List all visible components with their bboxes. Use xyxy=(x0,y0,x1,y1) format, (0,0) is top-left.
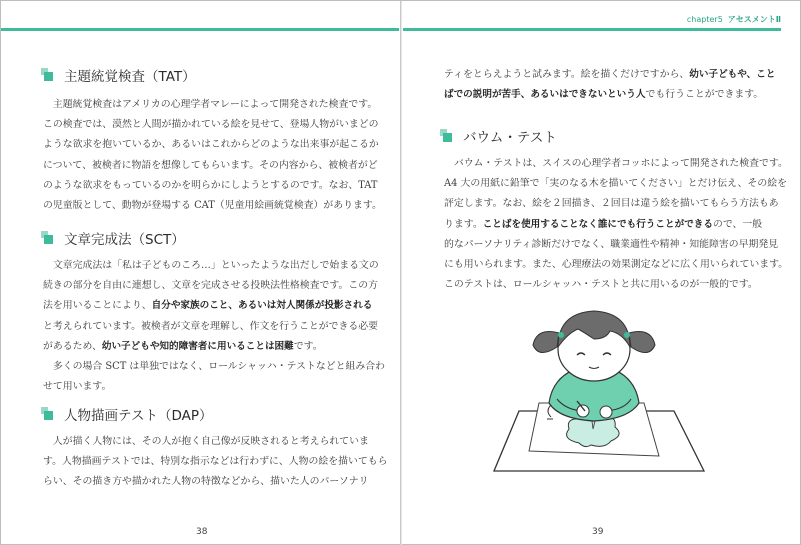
running-head-chapter: chapter5 xyxy=(686,15,723,24)
heading-text: 主題統覚検査（TAT） xyxy=(64,69,196,85)
text-line: 主題統覚検査はアメリカの心理学者マレーによって開発された検査です。 xyxy=(43,99,378,110)
paragraph-dap-continued xyxy=(444,65,775,105)
girl-drawing-tree-illustration xyxy=(469,291,719,481)
text-line: 文章完成法は「私は子どものころ…」といったような出だしで始まる文の xyxy=(43,260,379,271)
emphasis-text: 自分や家族のこと、あるいは対人関係が投影される xyxy=(151,300,373,312)
text-line: バウム・テストは、スイスの心理学者コッホによって開発された検査です。 xyxy=(444,158,788,169)
text-run: ティをとらえようと試みます。絵を描くだけですから、 xyxy=(444,69,690,80)
paragraph-sct xyxy=(43,256,385,397)
text-line: このテストは、ロールシャッハ・テストと共に用いるのが一般的です。 xyxy=(444,279,758,291)
heading-square-icon xyxy=(41,407,58,422)
text-line: 多くの場合 SCT は単独ではなく、ロールシャッハ・テストなどと組み合わ xyxy=(43,360,385,372)
heading-text: バウム・テスト xyxy=(463,130,557,146)
text-run: です。 xyxy=(293,340,323,352)
text-run: があるため、 xyxy=(43,340,102,352)
emphasis-text: ことばを使用することなく誰にでも行うことができる xyxy=(482,218,713,230)
text-line: と考えられています。被検者が文章を理解し、作文を行うことができる必要 xyxy=(43,320,378,332)
text-run: 法を用いることにより、 xyxy=(43,300,152,312)
text-line: 評定します。なお、絵を２回描き、２回目は違う絵を描いてもらう方法もあ xyxy=(444,198,779,210)
text-line: にも用いられます。また、心理療法の効果測定などに広く用いられています。 xyxy=(444,258,789,270)
text-line xyxy=(444,65,775,85)
left-page xyxy=(1,1,400,545)
section-heading-tat xyxy=(41,65,196,85)
emphasis-text: 幼い子どもや知的障害者に用いることは困難 xyxy=(101,340,294,352)
page-number-left: 38 xyxy=(196,527,208,537)
text-line: この検査では、漠然と人間が描かれている絵を見せて、登場人物がいまどの xyxy=(43,119,379,131)
heading-square-icon xyxy=(41,231,58,246)
text-run: でも行うことができます。 xyxy=(645,89,764,101)
section-heading-sct xyxy=(41,228,185,248)
heading-square-icon xyxy=(440,129,457,144)
heading-text: 人物描画テスト（DAP） xyxy=(64,408,213,424)
text-line: す。人物描画テストでは、特別な指示などは行わずに、人物の絵を描いてもら xyxy=(43,456,388,468)
section-heading-baum xyxy=(440,126,557,146)
text-run: ります。 xyxy=(444,218,483,230)
text-line xyxy=(43,296,385,316)
page-number-right: 39 xyxy=(592,527,604,537)
text-run: ので、一般 xyxy=(712,218,763,230)
text-line: について、被検者に物語を想像してもらいます。その内容から、被検者がど xyxy=(43,159,378,171)
text-line xyxy=(444,85,775,105)
text-line: らい、その描き方や描かれた人物の特徴などから、描いた人のパーソナリ xyxy=(43,476,369,488)
text-line: ような欲求を抱いているか、あるいはこれからどのような出来事が起こるか xyxy=(43,139,379,151)
text-line: の児童版として、動物が登場する CAT（児童用絵画統覚検査）があります。 xyxy=(43,199,382,211)
text-line: A4 大の用紙に鉛筆で「実のなる木を描いてください」とだけ伝え、その絵を xyxy=(444,178,788,190)
emphasis-text: ばでの説明が苦手、あるいはできないという人 xyxy=(444,89,646,101)
heading-text: 文章完成法（SCT） xyxy=(64,232,185,248)
paragraph-tat xyxy=(43,95,382,216)
text-line: 人が描く人物には、その人が抱く自己像が反映されると考えられていま xyxy=(43,436,369,447)
paragraph-dap xyxy=(43,432,387,493)
running-head-title: アセスメントⅡ xyxy=(727,15,781,24)
text-line: 続きの部分を自由に連想し、文章を完成させる投映法性格検査です。この方 xyxy=(43,280,378,292)
section-heading-dap xyxy=(41,404,213,424)
text-line: のような欲求をもっているのかを明らかにしようとするのです。なお、TAT xyxy=(43,179,378,191)
heading-square-icon xyxy=(41,68,58,83)
text-line: せて用います。 xyxy=(43,381,112,393)
text-line xyxy=(43,337,385,357)
text-line: 的なパーソナリティ診断だけでなく、職業適性や精神・知能障害の早期発見 xyxy=(444,238,779,250)
paragraph-baum xyxy=(444,154,788,295)
text-line xyxy=(444,215,788,235)
emphasis-text: 幼い子どもや、こと xyxy=(689,69,776,80)
